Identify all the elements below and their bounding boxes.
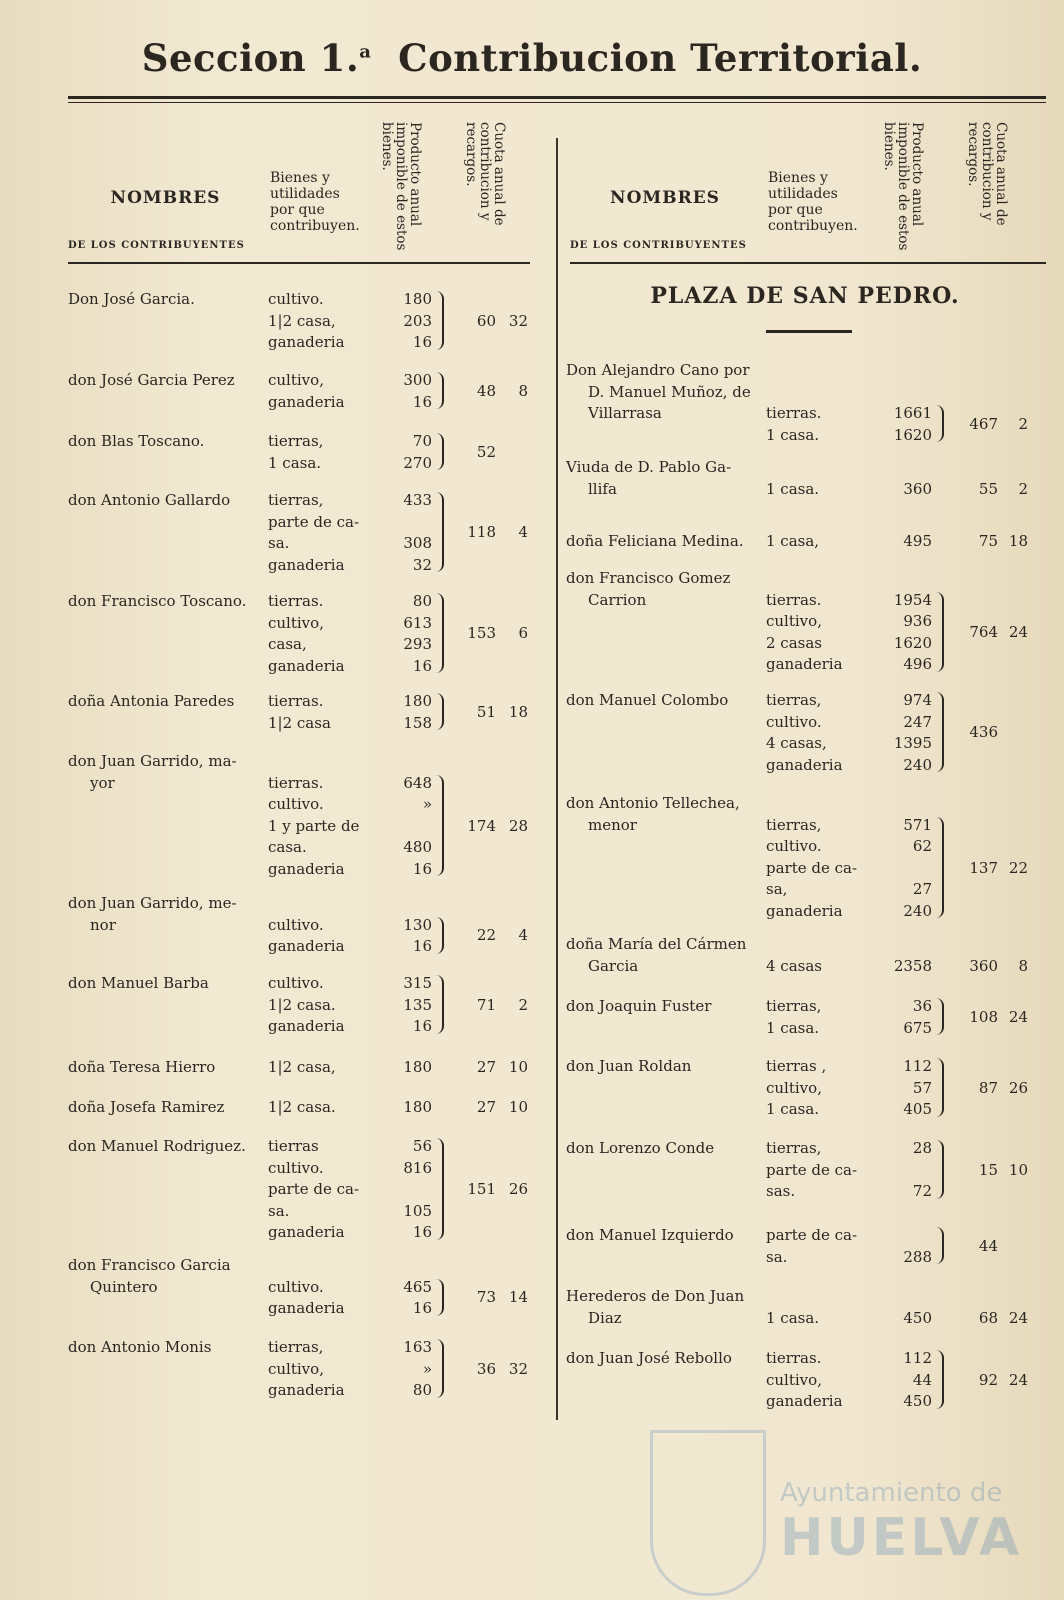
property-item: tierras , bbox=[766, 1057, 827, 1075]
grouping-brace bbox=[936, 1140, 944, 1199]
property-item: ganaderia bbox=[766, 1392, 843, 1410]
header-names-right: NOMBRES bbox=[610, 188, 720, 208]
product-value: 270 bbox=[403, 453, 432, 472]
property-item: ganaderia bbox=[766, 901, 843, 920]
header-names-sub-right: DE LOS CONTRIBUYENTES bbox=[570, 240, 747, 251]
property-item: tierras, bbox=[766, 997, 822, 1015]
quota-value: 44 bbox=[978, 1236, 998, 1255]
product-value: 72 bbox=[912, 1182, 932, 1200]
contributor-name: menor bbox=[588, 815, 637, 834]
property-item: parte de ca- bbox=[766, 1160, 858, 1179]
product-value: 1620 bbox=[893, 633, 932, 652]
property-item: cultivo, bbox=[766, 1078, 822, 1097]
property-item: cultivo. bbox=[766, 837, 822, 855]
property-item: ganaderia bbox=[268, 555, 345, 574]
product-value: 495 bbox=[903, 532, 932, 550]
title-rule bbox=[68, 96, 1046, 99]
plaza-rule bbox=[766, 330, 852, 333]
property-item: tierras. bbox=[268, 773, 324, 792]
quota-cents: 8 bbox=[518, 381, 528, 400]
property-item: 1|2 casa, bbox=[268, 311, 336, 330]
contributor-name: doña Teresa Hierro bbox=[68, 1058, 216, 1076]
grouping-brace bbox=[436, 1279, 444, 1316]
property-item: cultivo. bbox=[268, 1277, 324, 1296]
contributor-name: don Antonio Tellechea, bbox=[566, 794, 740, 812]
product-value: 28 bbox=[912, 1139, 932, 1157]
contributor-name: nor bbox=[90, 915, 116, 934]
property-item: sa. bbox=[268, 534, 290, 552]
product-value: 571 bbox=[903, 815, 932, 834]
grouping-brace bbox=[436, 291, 444, 350]
header-rule-right bbox=[570, 262, 1046, 264]
property-item: ganaderia bbox=[268, 1381, 345, 1399]
contributor-name: doña María del Cármen bbox=[566, 935, 747, 953]
quota-value: 60 bbox=[476, 311, 496, 330]
quota-value: 52 bbox=[476, 442, 496, 461]
product-value: 16 bbox=[412, 333, 432, 351]
property-item: tierras bbox=[268, 1137, 319, 1155]
property-item: ganaderia bbox=[268, 1017, 345, 1035]
quota-value: 51 bbox=[476, 702, 496, 721]
property-item: cultivo, bbox=[766, 1370, 822, 1389]
property-item: 1 y parte de bbox=[268, 816, 360, 835]
contributor-name: don Juan Garrido, ma- bbox=[68, 752, 237, 770]
grouping-brace bbox=[436, 917, 444, 954]
property-item: ganaderia bbox=[268, 859, 345, 878]
product-value: 240 bbox=[903, 755, 932, 774]
page-title bbox=[0, 36, 1064, 80]
product-value: 16 bbox=[412, 1017, 432, 1035]
contributor-name: don Antonio Monis bbox=[68, 1338, 212, 1356]
grouping-brace bbox=[436, 593, 444, 673]
product-value: 80 bbox=[412, 592, 432, 610]
quota-value: 27 bbox=[476, 1058, 496, 1076]
property-item: parte de ca- bbox=[766, 1226, 858, 1244]
quota-cents: 24 bbox=[1008, 1308, 1028, 1327]
property-item: tierras, bbox=[766, 815, 822, 834]
watermark-line2: HUELVA bbox=[780, 1508, 1023, 1568]
property-item: casa, bbox=[268, 635, 307, 653]
product-value: 112 bbox=[903, 1349, 932, 1367]
quota-cents: 32 bbox=[508, 1359, 528, 1378]
grouping-brace bbox=[436, 975, 444, 1034]
quota-cents: 8 bbox=[1018, 956, 1028, 975]
title-rule-thin bbox=[68, 102, 1046, 103]
product-value: 135 bbox=[403, 995, 432, 1014]
contributor-name: don Manuel Rodriguez. bbox=[68, 1137, 246, 1155]
grouping-brace bbox=[436, 1339, 444, 1398]
header-names-sub-left: DE LOS CONTRIBUYENTES bbox=[68, 240, 245, 251]
product-value: 70 bbox=[412, 432, 432, 450]
grouping-brace bbox=[936, 817, 944, 919]
quota-value: 48 bbox=[476, 381, 496, 400]
contributor-name: llifa bbox=[588, 479, 617, 498]
product-value: 180 bbox=[403, 692, 432, 710]
product-value: 816 bbox=[403, 1158, 432, 1177]
product-value: 974 bbox=[903, 691, 932, 709]
property-item: tierras. bbox=[766, 404, 822, 422]
quota-value: 68 bbox=[978, 1308, 998, 1327]
product-value: 16 bbox=[412, 656, 432, 675]
property-item: tierras. bbox=[268, 692, 324, 710]
property-item: ganaderia bbox=[268, 656, 345, 675]
contributor-name: don Manuel Colombo bbox=[566, 691, 729, 709]
grouping-brace bbox=[936, 592, 944, 672]
contributor-name: Garcia bbox=[588, 956, 639, 975]
product-value: 293 bbox=[403, 635, 432, 653]
property-item: sa, bbox=[766, 880, 788, 898]
contributor-name: doña Feliciana Medina. bbox=[566, 532, 744, 550]
grouping-brace bbox=[436, 492, 444, 572]
header-goods-left: Bienes y utilidades por que contribuyen. bbox=[270, 170, 360, 234]
product-value: 1661 bbox=[893, 404, 932, 422]
quota-value: 15 bbox=[978, 1160, 998, 1179]
contributor-name: Herederos de Don Juan bbox=[566, 1287, 745, 1305]
quota-value: 87 bbox=[978, 1078, 998, 1097]
property-item: cultivo. bbox=[268, 795, 324, 813]
product-value: 57 bbox=[912, 1078, 932, 1097]
quota-value: 764 bbox=[969, 622, 998, 641]
property-item: 1|2 casa, bbox=[268, 1058, 336, 1076]
contributor-name: don Manuel Izquierdo bbox=[566, 1226, 734, 1244]
quota-value: 27 bbox=[476, 1098, 496, 1116]
contributor-name: don José Garcia Perez bbox=[68, 371, 235, 389]
product-value: 1395 bbox=[893, 734, 932, 752]
property-item: ganaderia bbox=[268, 1299, 345, 1317]
contributor-name: don Francisco Gomez bbox=[566, 569, 731, 587]
property-item: 1 casa, bbox=[766, 532, 820, 550]
product-value: 180 bbox=[403, 1058, 432, 1076]
property-item: parte de ca- bbox=[268, 512, 360, 531]
product-value: » bbox=[422, 1359, 432, 1378]
product-value: 315 bbox=[403, 974, 432, 992]
grouping-brace bbox=[936, 405, 944, 442]
product-value: 105 bbox=[403, 1201, 432, 1220]
quota-cents: 22 bbox=[1008, 858, 1028, 877]
product-value: 16 bbox=[412, 1223, 432, 1241]
property-item: 2 casas bbox=[766, 633, 822, 652]
contributor-name: don Manuel Barba bbox=[68, 974, 209, 992]
quota-cents: 4 bbox=[518, 523, 528, 542]
product-value: 308 bbox=[403, 534, 432, 552]
contributor-name: yor bbox=[90, 773, 115, 792]
quota-cents: 24 bbox=[1008, 1370, 1028, 1389]
quota-value: 71 bbox=[476, 995, 496, 1014]
grouping-brace bbox=[936, 692, 944, 772]
quota-cents: 10 bbox=[508, 1058, 528, 1076]
contributor-name: don Lorenzo Conde bbox=[566, 1139, 715, 1157]
property-item: casa. bbox=[268, 838, 307, 856]
property-item: cultivo, bbox=[268, 1359, 324, 1378]
property-item: parte de ca- bbox=[766, 858, 858, 877]
contributor-name: Diaz bbox=[588, 1308, 622, 1327]
quota-value: 436 bbox=[969, 723, 998, 742]
quota-cents: 6 bbox=[518, 624, 528, 643]
contributor-name: don Juan Garrido, me- bbox=[68, 894, 237, 912]
grouping-brace bbox=[936, 1350, 944, 1409]
property-item: ganaderia bbox=[268, 1223, 345, 1241]
quota-value: 137 bbox=[969, 858, 998, 877]
product-value: 16 bbox=[412, 392, 432, 411]
quota-cents: 26 bbox=[1008, 1078, 1028, 1097]
quota-cents: 18 bbox=[1008, 532, 1028, 550]
title-rest: Contribucion Territorial. bbox=[398, 36, 923, 80]
product-value: 648 bbox=[403, 773, 432, 792]
quota-value: 174 bbox=[467, 816, 496, 835]
product-value: 36 bbox=[912, 997, 932, 1015]
product-value: 1620 bbox=[893, 425, 932, 444]
grouping-brace bbox=[436, 693, 444, 730]
grouping-brace bbox=[936, 1227, 944, 1264]
property-item: cultivo, bbox=[268, 613, 324, 632]
quota-cents: 32 bbox=[508, 311, 528, 330]
watermark bbox=[650, 1430, 1050, 1600]
property-item: tierras, bbox=[766, 691, 822, 709]
property-item: cultivo, bbox=[766, 612, 822, 630]
product-value: 27 bbox=[912, 880, 932, 898]
product-value: 675 bbox=[903, 1018, 932, 1037]
product-value: 62 bbox=[912, 837, 932, 855]
product-value: 44 bbox=[912, 1370, 932, 1389]
quota-value: 118 bbox=[467, 523, 496, 542]
property-item: 1 casa. bbox=[766, 1100, 820, 1118]
product-value: 288 bbox=[903, 1247, 932, 1266]
contributor-name: Villarrasa bbox=[588, 404, 662, 422]
contributor-name: don Francisco Garcia bbox=[68, 1256, 231, 1274]
quota-value: 153 bbox=[467, 624, 496, 643]
property-item: 1 casa. bbox=[766, 479, 820, 498]
product-value: 433 bbox=[403, 491, 432, 509]
contributor-name: don Francisco Toscano. bbox=[68, 592, 247, 610]
header-goods-right: Bienes y utilidades por que contribuyen. bbox=[768, 170, 858, 234]
contributor-name: Don José Garcia. bbox=[68, 290, 195, 308]
quota-cents: 10 bbox=[508, 1098, 528, 1116]
quota-cents: 2 bbox=[1018, 414, 1028, 433]
quota-value: 22 bbox=[476, 926, 496, 945]
product-value: 32 bbox=[412, 555, 432, 574]
property-item: tierras. bbox=[766, 1349, 822, 1367]
grouping-brace bbox=[936, 998, 944, 1035]
quota-cents: 24 bbox=[1008, 1007, 1028, 1026]
contributor-name: D. Manuel Muñoz, de bbox=[588, 382, 751, 401]
product-value: 450 bbox=[903, 1308, 932, 1327]
product-value: 16 bbox=[412, 937, 432, 955]
property-item: cultivo. bbox=[268, 290, 324, 308]
property-item: 1 casa. bbox=[766, 1018, 820, 1037]
header-quota-left: Cuota anual de contribucion y recargos. bbox=[463, 122, 507, 226]
header-quota-right: Cuota anual de contribucion y recargos. bbox=[965, 122, 1009, 226]
product-value: 496 bbox=[903, 655, 932, 673]
title-sup: a bbox=[359, 41, 372, 63]
quota-value: 36 bbox=[476, 1359, 496, 1378]
property-item: tierras, bbox=[268, 491, 324, 509]
grouping-brace bbox=[436, 1138, 444, 1240]
quota-value: 55 bbox=[978, 479, 998, 498]
property-item: cultivo. bbox=[268, 1158, 324, 1177]
product-value: 163 bbox=[403, 1338, 432, 1356]
title-main: Seccion 1. bbox=[141, 36, 360, 80]
property-item: 1 casa. bbox=[766, 1308, 820, 1327]
product-value: » bbox=[422, 795, 432, 813]
property-item: tierras. bbox=[268, 592, 324, 610]
property-item: 4 casas bbox=[766, 956, 822, 975]
property-item: 1 casa. bbox=[268, 453, 322, 472]
grouping-brace bbox=[936, 1058, 944, 1117]
contributor-name: Don Alejandro Cano por bbox=[566, 361, 750, 379]
contributor-name: Quintero bbox=[90, 1277, 158, 1296]
header-rule-left bbox=[68, 262, 530, 264]
product-value: 936 bbox=[903, 612, 932, 630]
property-item: 1 casa. bbox=[766, 425, 820, 444]
property-item: cultivo, bbox=[268, 371, 324, 389]
quota-cents: 10 bbox=[1008, 1160, 1028, 1179]
property-item: ganaderia bbox=[268, 333, 345, 351]
product-value: 16 bbox=[412, 859, 432, 878]
product-value: 158 bbox=[403, 713, 432, 732]
property-item: tierras, bbox=[268, 432, 324, 450]
quota-cents: 18 bbox=[508, 702, 528, 721]
quota-cents: 26 bbox=[508, 1180, 528, 1198]
quota-value: 108 bbox=[969, 1007, 998, 1026]
quota-value: 467 bbox=[969, 414, 998, 433]
product-value: 300 bbox=[403, 371, 432, 389]
contributor-name: doña Antonia Paredes bbox=[68, 692, 235, 710]
product-value: 56 bbox=[412, 1137, 432, 1155]
watermark-line1: Ayuntamiento de bbox=[780, 1478, 1003, 1508]
product-value: 130 bbox=[403, 915, 432, 934]
contributor-name: don Joaquin Fuster bbox=[566, 997, 712, 1015]
property-item: tierras. bbox=[766, 590, 822, 609]
contributor-name: don Blas Toscano. bbox=[68, 432, 205, 450]
contributor-name: don Juan Roldan bbox=[566, 1057, 692, 1075]
property-item: 1|2 casa. bbox=[268, 995, 336, 1014]
property-item: 1|2 casa. bbox=[268, 1098, 336, 1116]
product-value: 80 bbox=[412, 1381, 432, 1399]
product-value: 16 bbox=[412, 1299, 432, 1317]
property-item: sa. bbox=[766, 1247, 788, 1266]
grouping-brace bbox=[436, 775, 444, 877]
quota-cents: 4 bbox=[518, 926, 528, 945]
grouping-brace bbox=[436, 372, 444, 409]
contributor-name: don Antonio Gallardo bbox=[68, 491, 231, 509]
quota-value: 151 bbox=[467, 1180, 496, 1198]
property-item: cultivo. bbox=[268, 974, 324, 992]
contributor-name: Carrion bbox=[588, 590, 647, 609]
quota-value: 360 bbox=[969, 956, 998, 975]
product-value: 180 bbox=[403, 1098, 432, 1116]
product-value: 180 bbox=[403, 290, 432, 308]
product-value: 2358 bbox=[893, 956, 932, 975]
property-item: sas. bbox=[766, 1182, 796, 1200]
property-item: ganaderia bbox=[268, 392, 345, 411]
property-item: 4 casas, bbox=[766, 734, 827, 752]
quota-cents: 28 bbox=[508, 816, 528, 835]
property-item: tierras, bbox=[766, 1139, 822, 1157]
plaza-heading: PLAZA DE SAN PEDRO. bbox=[650, 283, 960, 309]
coat-of-arms-icon bbox=[650, 1430, 766, 1596]
product-value: 240 bbox=[903, 901, 932, 920]
property-item: 1|2 casa bbox=[268, 713, 331, 732]
product-value: 203 bbox=[403, 311, 432, 330]
header-product-right: Producto anual imponible de estos bienes. bbox=[881, 122, 925, 251]
property-item: sa. bbox=[268, 1201, 290, 1220]
product-value: 613 bbox=[403, 613, 432, 632]
quota-value: 92 bbox=[978, 1370, 998, 1389]
quota-cents: 24 bbox=[1008, 622, 1028, 641]
contributor-name: doña Josefa Ramirez bbox=[68, 1098, 225, 1116]
contributor-name: don Juan José Rebollo bbox=[566, 1349, 732, 1367]
quota-value: 73 bbox=[476, 1288, 496, 1307]
product-value: 465 bbox=[403, 1277, 432, 1296]
quota-cents: 2 bbox=[518, 995, 528, 1014]
product-value: 360 bbox=[903, 479, 932, 498]
header-product-left: Producto anual imponible de estos bienes. bbox=[379, 122, 423, 251]
product-value: 1954 bbox=[893, 590, 932, 609]
product-value: 405 bbox=[903, 1100, 932, 1118]
property-item: parte de ca- bbox=[268, 1180, 360, 1198]
header-names-left: NOMBRES bbox=[110, 188, 221, 208]
product-value: 450 bbox=[903, 1392, 932, 1410]
property-item: ganaderia bbox=[766, 655, 843, 673]
property-item: ganaderia bbox=[268, 937, 345, 955]
quota-cents: 14 bbox=[508, 1288, 528, 1307]
product-value: 480 bbox=[403, 838, 432, 856]
column-divider bbox=[556, 138, 558, 1420]
quota-value: 75 bbox=[978, 532, 998, 550]
property-item: cultivo. bbox=[766, 712, 822, 731]
grouping-brace bbox=[436, 433, 444, 470]
contributor-name: Viuda de D. Pablo Ga- bbox=[566, 458, 732, 476]
property-item: tierras, bbox=[268, 1338, 324, 1356]
quota-cents: 2 bbox=[1018, 479, 1028, 498]
property-item: cultivo. bbox=[268, 915, 324, 934]
product-value: 247 bbox=[903, 712, 932, 731]
property-item: ganaderia bbox=[766, 755, 843, 774]
product-value: 112 bbox=[903, 1057, 932, 1075]
